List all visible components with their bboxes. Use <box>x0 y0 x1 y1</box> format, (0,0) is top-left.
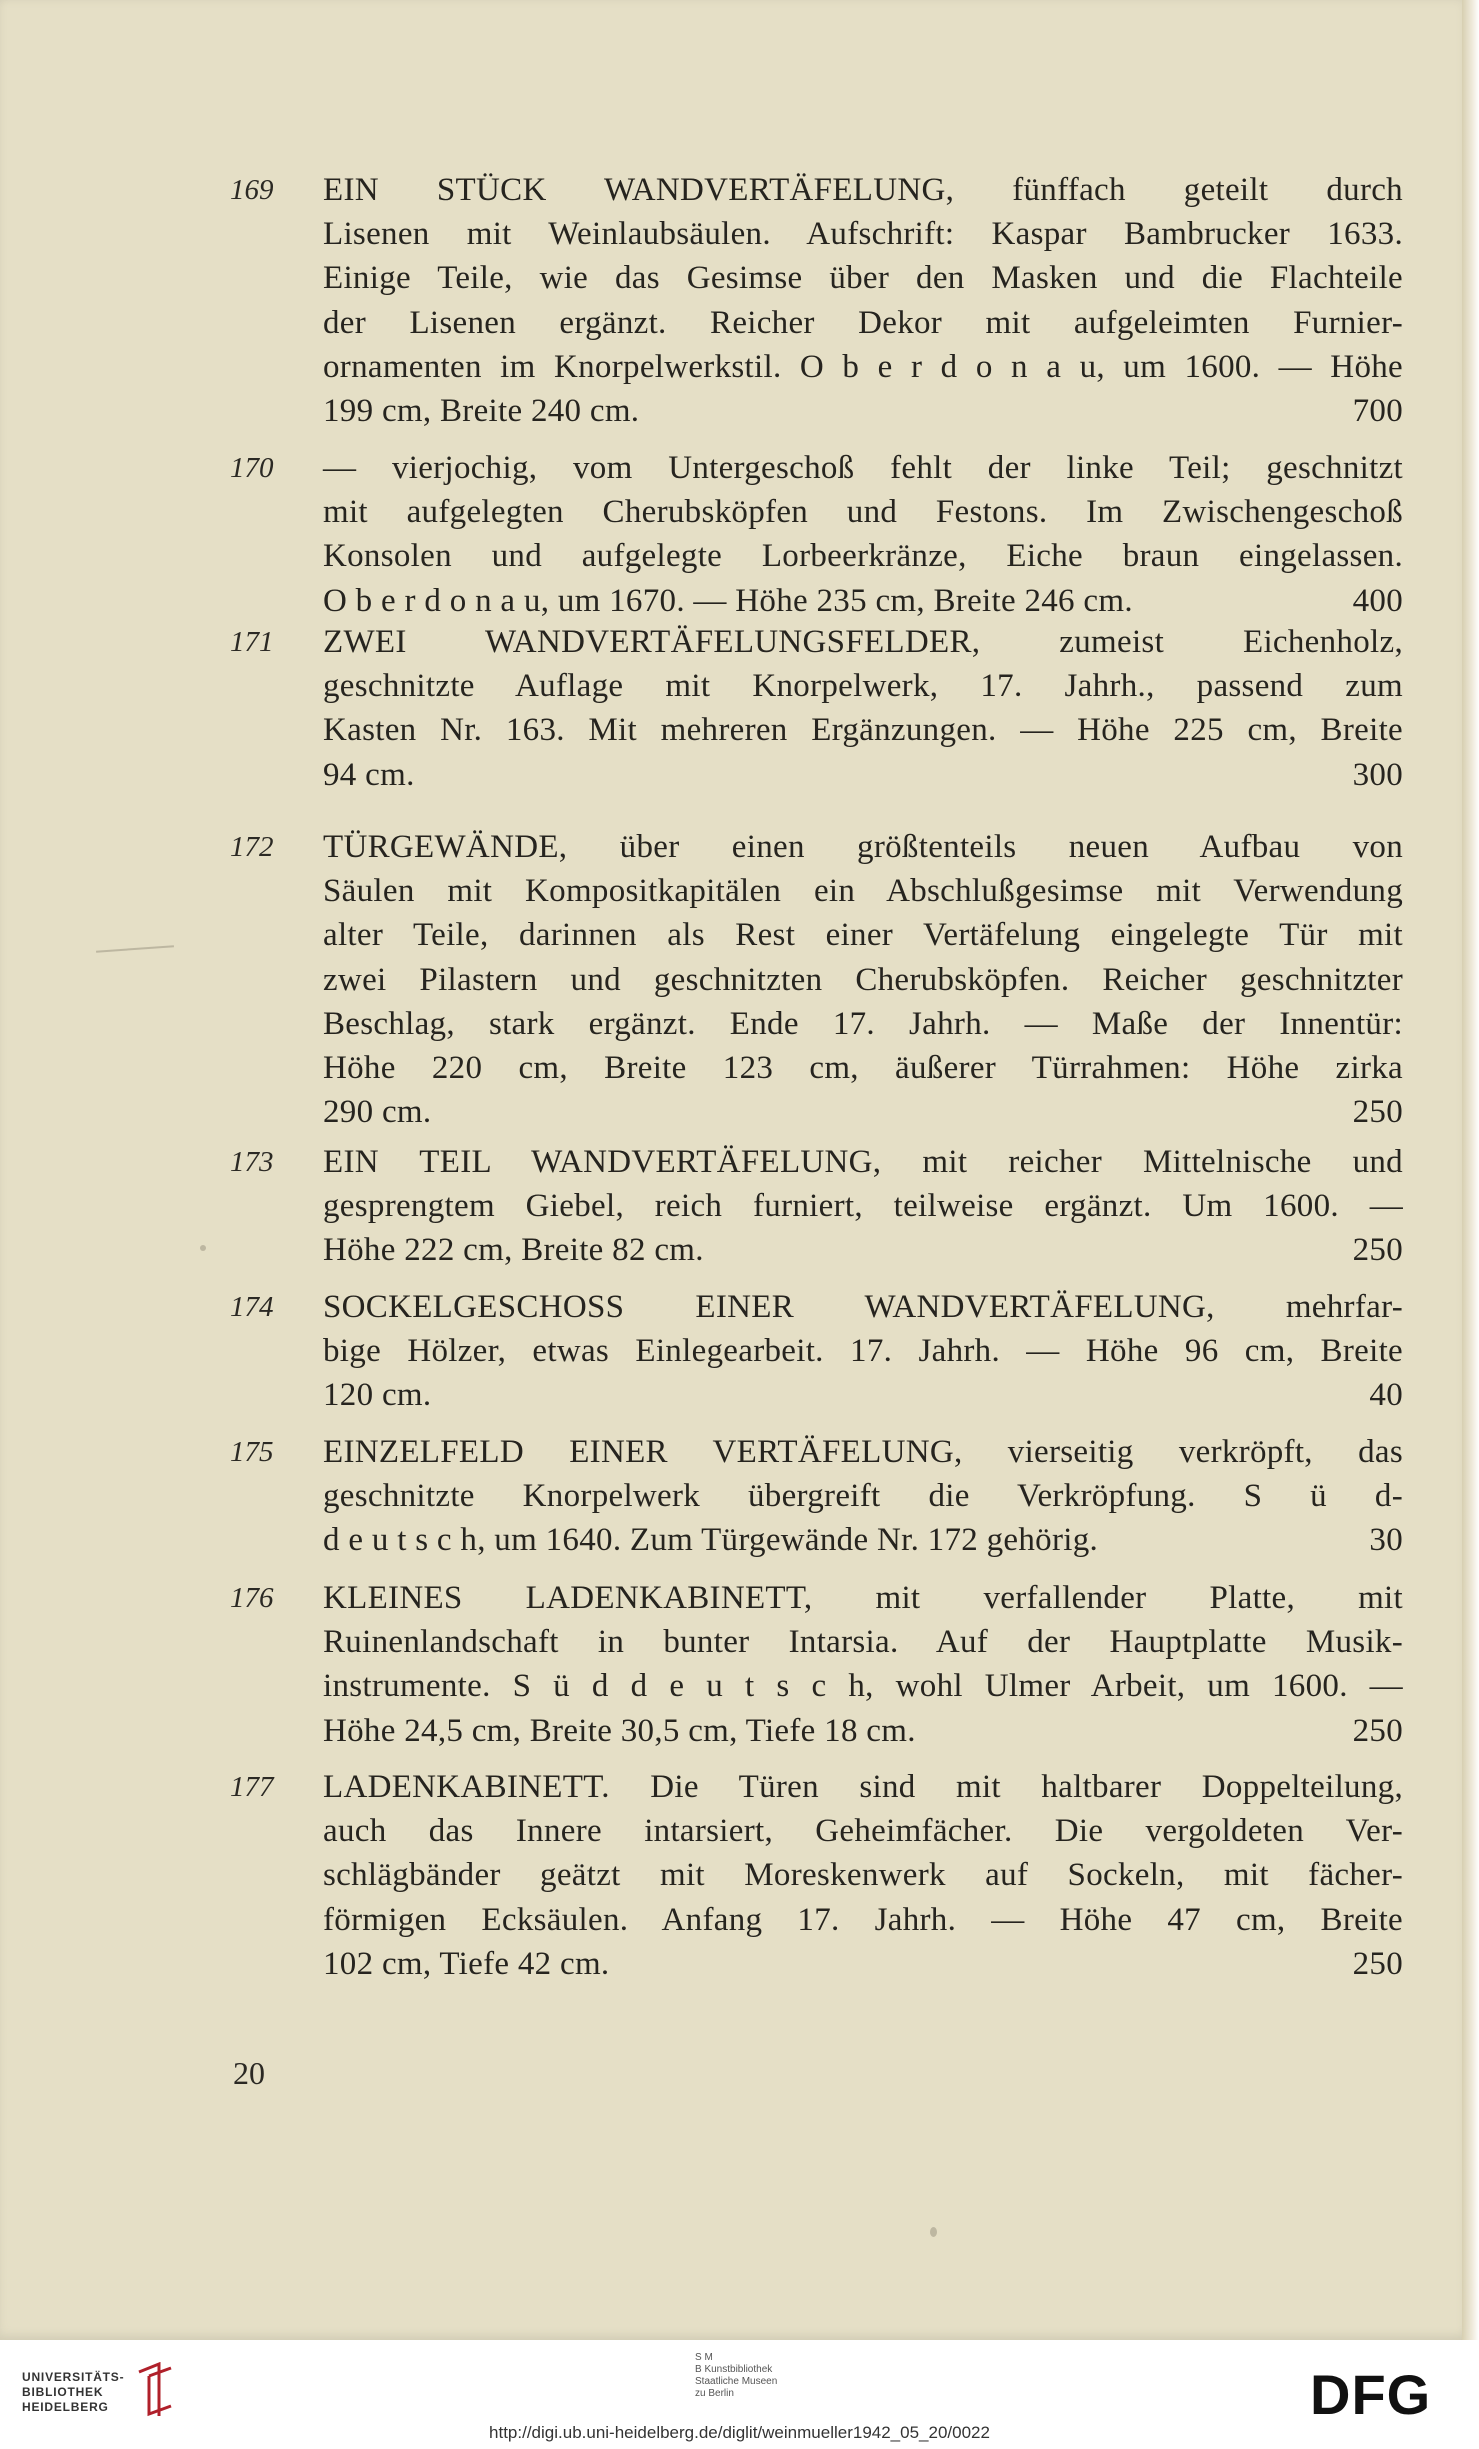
description-line: geschnitzte Auflage mit Knorpelwerk, 17. Jahrh., passend zum <box>323 668 1403 705</box>
entry-number: 175 <box>230 1436 274 1468</box>
entry-description <box>323 168 1403 433</box>
description-line: instrumente. S ü d d e u t s c h, wohl Ulmer Arbeit, um 1600. — <box>323 1668 1403 1705</box>
source-url-link[interactable]: http://digi.ub.uni-heidelberg.de/diglit/weinmueller1942_05_20/0022 <box>489 2423 990 2442</box>
description-line: 120 cm. <box>323 1377 432 1414</box>
stamp-line: Staatliche Museen <box>695 2376 778 2387</box>
description-line: 102 cm, Tiefe 42 cm. <box>323 1945 610 1982</box>
entry-number: 171 <box>230 626 274 658</box>
estimate-price: 40 <box>1369 1377 1403 1414</box>
dfg-logo: DFG <box>1310 2363 1432 2426</box>
description-line: bige Hölzer, etwas Einlegearbeit. 17. Jahrh. — Höhe 96 cm, Breite <box>323 1333 1403 1370</box>
entry-number: 176 <box>230 1582 274 1614</box>
description-line: zwei Pilastern und geschnitzten Cherubsköpfen. Reicher geschnitzter <box>323 961 1403 998</box>
estimate-price: 30 <box>1369 1522 1403 1559</box>
estimate-price: 250 <box>1352 1094 1403 1131</box>
stamp-line: S M <box>695 2352 713 2363</box>
description-line: O b e r d o n a u, um 1670. — Höhe 235 cm, Breite 246 cm. <box>323 582 1133 619</box>
description-line: 290 cm. <box>323 1094 432 1131</box>
description-line: Höhe 220 cm, Breite 123 cm, äußerer Türrahmen: Höhe zirka <box>323 1050 1403 1087</box>
description-line: Konsolen und aufgelegte Lorbeerkränze, Eiche braun eingelassen. <box>323 538 1403 575</box>
stamp-line: B Kunstbibliothek <box>695 2364 773 2375</box>
estimate-price: 250 <box>1352 1712 1403 1749</box>
description-line: der Lisenen ergänzt. Reicher Dekor mit aufgeleimten Furnier- <box>323 304 1403 341</box>
description-line: schlägbänder geätzt mit Moreskenwerk auf Sockeln, mit fächer- <box>323 1857 1403 1894</box>
description-line: mit aufgelegten Cherubsköpfen und Festons. Im Zwischengeschoß <box>323 494 1403 531</box>
description-line: 199 cm, Breite 240 cm. <box>323 393 640 430</box>
entry-number: 174 <box>230 1291 274 1323</box>
description-line: Ruinenlandschaft in bunter Intarsia. Auf der Hauptplatte Musik- <box>323 1624 1403 1661</box>
entry-number: 169 <box>230 174 274 206</box>
estimate-price: 700 <box>1352 393 1403 430</box>
stamp-line: zu Berlin <box>695 2388 734 2399</box>
entry-description <box>323 1285 1403 1418</box>
estimate-price: 400 <box>1352 582 1403 619</box>
description-line: Einige Teile, wie das Gesimse über den Masken und die Flachteile <box>323 260 1403 297</box>
description-last-line <box>323 579 1403 623</box>
description-line: Säulen mit Kompositkapitälen ein Abschlußgesimse mit Verwendung <box>323 873 1403 910</box>
description-last-line <box>323 389 1403 433</box>
description-line: EIN TEIL WANDVERTÄFELUNG, mit reicher Mittelnische und <box>323 1144 1403 1180</box>
description-last-line <box>323 1518 1403 1562</box>
entry-description <box>323 825 1403 1134</box>
description-line: Höhe 24,5 cm, Breite 30,5 cm, Tiefe 18 cm. <box>323 1712 916 1749</box>
entry-description <box>323 620 1403 797</box>
description-last-line <box>323 753 1403 797</box>
description-line: alter Teile, darinnen als Rest einer Vertäfelung eingelegte Tür mit <box>323 917 1403 954</box>
description-line: gesprengtem Giebel, reich furniert, teilweise ergänzt. Um 1600. — <box>323 1188 1403 1225</box>
description-line: d e u t s c h, um 1640. Zum Türgewände Nr. 172 gehörig. <box>323 1522 1099 1559</box>
description-line: ZWEI WANDVERTÄFELUNGSFELDER, zumeist Eichenholz, <box>323 624 1403 660</box>
entry-description <box>323 1430 1403 1563</box>
description-last-line <box>323 1942 1403 1986</box>
entry-description <box>323 1140 1403 1273</box>
description-line: geschnitzte Knorpelwerk übergreift die Verkröpfung. S ü d- <box>323 1478 1403 1515</box>
entry-number: 170 <box>230 452 274 484</box>
library-name-line: UNIVERSITÄTS- <box>22 2370 125 2384</box>
description-line: EINZELFELD EINER VERTÄFELUNG, vierseitig verkröpft, das <box>323 1434 1403 1470</box>
entry-number: 173 <box>230 1146 274 1178</box>
estimate-price: 300 <box>1352 756 1403 793</box>
description-line: EIN STÜCK WANDVERTÄFELUNG, fünffach geteilt durch <box>323 172 1403 208</box>
description-last-line <box>323 1373 1403 1417</box>
estimate-price: 250 <box>1352 1945 1403 1982</box>
heidelberg-logo-icon <box>135 2362 177 2423</box>
entry-number: 177 <box>230 1771 274 1803</box>
description-line: LADENKABINETT. Die Türen sind mit haltbarer Doppelteilung, <box>323 1769 1403 1805</box>
description-line: TÜRGEWÄNDE, über einen größtenteils neuen Aufbau von <box>323 829 1403 865</box>
entry-description <box>323 446 1403 623</box>
page-edge <box>1462 0 1479 2340</box>
description-last-line <box>323 1090 1403 1134</box>
description-line: förmigen Ecksäulen. Anfang 17. Jahrh. — Höhe 47 cm, Breite <box>323 1901 1403 1938</box>
entry-description <box>323 1576 1403 1753</box>
spot-mark <box>930 2227 937 2237</box>
description-line: 94 cm. <box>323 756 415 793</box>
description-line: Beschlag, stark ergänzt. Ende 17. Jahrh. — Maße der Innentür: <box>323 1005 1403 1042</box>
description-line: Kasten Nr. 163. Mit mehreren Ergänzungen. — Höhe 225 cm, Breite <box>323 712 1403 749</box>
library-name-line: BIBLIOTHEK <box>22 2385 104 2399</box>
entry-description <box>323 1765 1403 1986</box>
description-line: — vierjochig, vom Untergeschoß fehlt der linke Teil; geschnitzt <box>323 450 1403 486</box>
library-name-line: HEIDELBERG <box>22 2400 109 2414</box>
description-line: Höhe 222 cm, Breite 82 cm. <box>323 1232 704 1269</box>
spot-mark <box>200 1245 206 1251</box>
estimate-price: 250 <box>1352 1232 1403 1269</box>
page-number: 20 <box>233 2055 265 2091</box>
description-line: KLEINES LADENKABINETT, mit verfallender Platte, mit <box>323 1580 1403 1616</box>
description-line: ornamenten im Knorpelwerkstil. O b e r d o n a u, um 1600. — Höhe <box>323 348 1403 385</box>
description-line: SOCKELGESCHOSS EINER WANDVERTÄFELUNG, mehrfar- <box>323 1289 1403 1325</box>
library-name <box>22 2370 132 2415</box>
description-last-line <box>323 1709 1403 1753</box>
museum-stamp <box>695 2352 855 2400</box>
description-line: Lisenen mit Weinlaubsäulen. Aufschrift: Kaspar Bambrucker 1633. <box>323 216 1403 253</box>
description-line: auch das Innere intarsiert, Geheimfächer. Die vergoldeten Ver- <box>323 1813 1403 1850</box>
description-last-line <box>323 1228 1403 1272</box>
entry-number: 172 <box>230 831 274 863</box>
